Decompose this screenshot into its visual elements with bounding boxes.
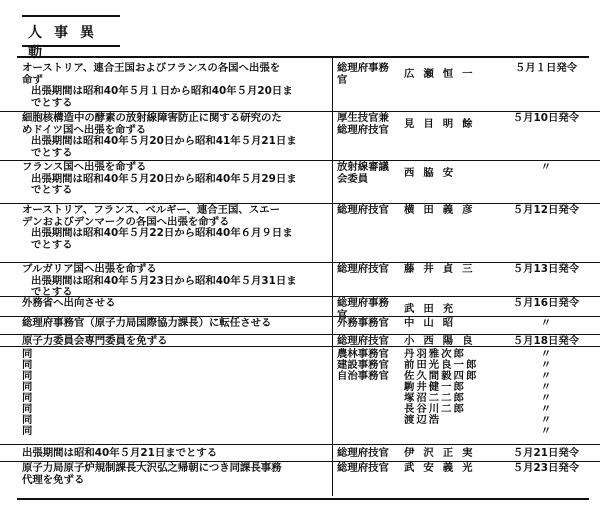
period-line: 出張期間は昭和40年５月20日から昭和40年５月29日ま [31, 172, 297, 185]
description-line: フランス国へ出張を命ずる [22, 161, 147, 173]
entry-name: 武安義光 [404, 462, 482, 474]
post-line: 総理府技官 [337, 335, 389, 347]
entry-name: 藤井貞三 [404, 263, 482, 275]
entry-post [337, 63, 399, 86]
entry-post [337, 113, 399, 136]
entry-date: ５月21日発令 [512, 447, 580, 459]
post-line: 外務事務官 [337, 317, 389, 329]
description-line: 総理府事務官（原子力局国際協力課長）に転任させる [22, 317, 272, 329]
entry-name: 西脇安 [404, 167, 463, 179]
table-row [0, 160, 600, 204]
entry-date: ５月10日発令 [512, 112, 580, 124]
section-header [22, 15, 120, 61]
entry-post [337, 264, 399, 276]
description-line: 原子力委員会専門委員を免ずる [22, 335, 168, 347]
table-row [0, 334, 600, 347]
group-rows [0, 347, 600, 445]
description-line: 出張期間は昭和40年５月21日までとする [22, 447, 218, 459]
entry-description [22, 162, 327, 197]
post-line: 自治事務官 [337, 370, 389, 382]
group-names [404, 349, 494, 426]
entry-description [22, 448, 327, 460]
entry-date: ５月12日発令 [512, 204, 580, 216]
period-line: でとする [31, 96, 73, 109]
name-line: 長谷川二郎 [404, 403, 466, 415]
description-line: オーストリア、フランス、ベルギー、連合王国、スエー [22, 204, 280, 216]
entry-name: 小西陽良 [404, 335, 482, 347]
date-line: 〃 [540, 425, 552, 437]
post-line: 農林事務官 [337, 348, 389, 360]
post-line: 官 [337, 73, 348, 86]
entry-date: 〃 [540, 161, 552, 173]
entry-post [337, 336, 399, 348]
entry-date: ５月23日発令 [512, 462, 580, 474]
name-line: 渡辺浩 [404, 414, 442, 426]
period-line: でとする [31, 238, 73, 251]
entry-date: ５月18日発令 [512, 335, 580, 347]
entry-post [337, 318, 399, 330]
entry-description [22, 336, 327, 348]
entry-description [22, 205, 327, 251]
date-line: 〃 [540, 392, 552, 404]
post-line: 総理府技官 [337, 263, 389, 275]
period-line: でとする [31, 146, 73, 159]
period-line: 出張期間は昭和40年５月20日から昭和41年５月21日ま [31, 135, 297, 147]
post-line: 官 [337, 308, 348, 321]
description-line: 細胞核構造中の酵素の放射線障害防止に関する研究のた [22, 112, 282, 124]
post-line: 放射線審議 [337, 161, 389, 173]
description-line: オーストリア、連合王国およびフランスの各国へ出張を [22, 62, 281, 74]
post-line: 総理府事務 [337, 297, 389, 309]
entry-name: 中山昭 [404, 317, 463, 329]
group-dates [508, 349, 584, 437]
date-line: 〃 [540, 370, 552, 382]
name-line: 佐久間毅四郎 [404, 370, 479, 382]
group-posts [337, 349, 399, 382]
entry-name: 広瀬恒一 [404, 68, 482, 80]
entry-name: 伊沢正実 [404, 447, 482, 459]
entry-post [337, 162, 399, 185]
post-line: 総理府技官 [337, 204, 389, 216]
table-row [0, 203, 600, 263]
same-mark: 同 [22, 403, 33, 415]
entry-post: 総理府技官 [337, 447, 389, 459]
post-line: 総理府事務 [337, 62, 389, 74]
table-row [0, 296, 600, 321]
entry-date: ５月１日発令 [514, 62, 578, 74]
table-row [0, 461, 600, 493]
table-row [0, 111, 600, 161]
name-line: 前田光良一郎 [404, 359, 479, 371]
entry-name: 武田充 [404, 303, 463, 315]
post-line: 総理府技官 [337, 123, 389, 136]
entry-date: ５月16日発令 [512, 297, 580, 309]
description-line: 原子力局原子炉規制課長大沢弘之帰朝につき同課長事務 [22, 462, 282, 474]
entry-description [22, 63, 327, 109]
entry-description [22, 298, 327, 310]
table-row [0, 446, 600, 462]
same-mark: 同 [22, 381, 33, 393]
date-line: 〃 [540, 381, 552, 393]
date-line: 〃 [540, 414, 552, 426]
same-mark: 同 [22, 414, 33, 426]
table-row [0, 262, 600, 297]
date-line: 〃 [540, 359, 552, 371]
entry-description [22, 113, 327, 159]
date-line: 〃 [540, 403, 552, 415]
period-line: 出張期間は昭和40年５月23日から昭和40年５月31日ま [31, 274, 297, 287]
post-line: 会委員 [337, 172, 369, 185]
entry-name: 横田義彦 [404, 204, 482, 216]
period-line: 出張期間は昭和40年５月22日から昭和40年６月９日ま [31, 227, 293, 239]
period-line: でとする [31, 286, 73, 298]
name-line: 駒井健一郎 [404, 381, 466, 393]
name-line: 丹羽雅次郎 [404, 348, 466, 360]
description-line: ブルガリア国へ出張を命ずる [22, 263, 157, 275]
same-column [22, 349, 327, 437]
description-line: 外務省へ出向させる [22, 297, 116, 309]
date-line: 〃 [540, 348, 552, 360]
same-mark: 同 [22, 392, 33, 404]
same-mark: 同 [22, 348, 33, 360]
same-mark: 同 [22, 425, 33, 437]
entry-post: 総理府技官 [337, 462, 389, 474]
entry-description [22, 463, 327, 486]
same-mark: 同 [22, 370, 33, 382]
description-line: 命ず [22, 73, 43, 86]
period-line: 出張期間は昭和40年５月１日から昭和40年５月20日ま [31, 85, 293, 97]
section-title: 人事異動 [28, 25, 106, 61]
post-line: 建設事務官 [337, 359, 389, 371]
entry-name: 見目明餘 [404, 118, 482, 130]
entry-date: ５月13日発令 [512, 263, 580, 275]
period-line: でとする [31, 184, 73, 196]
description-line: デンおよびデンマークの各国へ出張を命ずる [22, 215, 230, 228]
description-line: めドイツ国へ出張を命ずる [22, 123, 147, 136]
post-line: 厚生技官兼 [337, 112, 389, 124]
table-row [0, 316, 600, 335]
entry-post [337, 205, 399, 217]
same-mark: 同 [22, 359, 33, 371]
entry-date: 〃 [540, 317, 552, 329]
name-line: 塚沼二二郎 [404, 392, 466, 404]
table-row [0, 61, 600, 112]
entry-description [22, 264, 327, 299]
entry-description [22, 318, 327, 330]
description-line: 代理を免ずる [22, 473, 85, 486]
